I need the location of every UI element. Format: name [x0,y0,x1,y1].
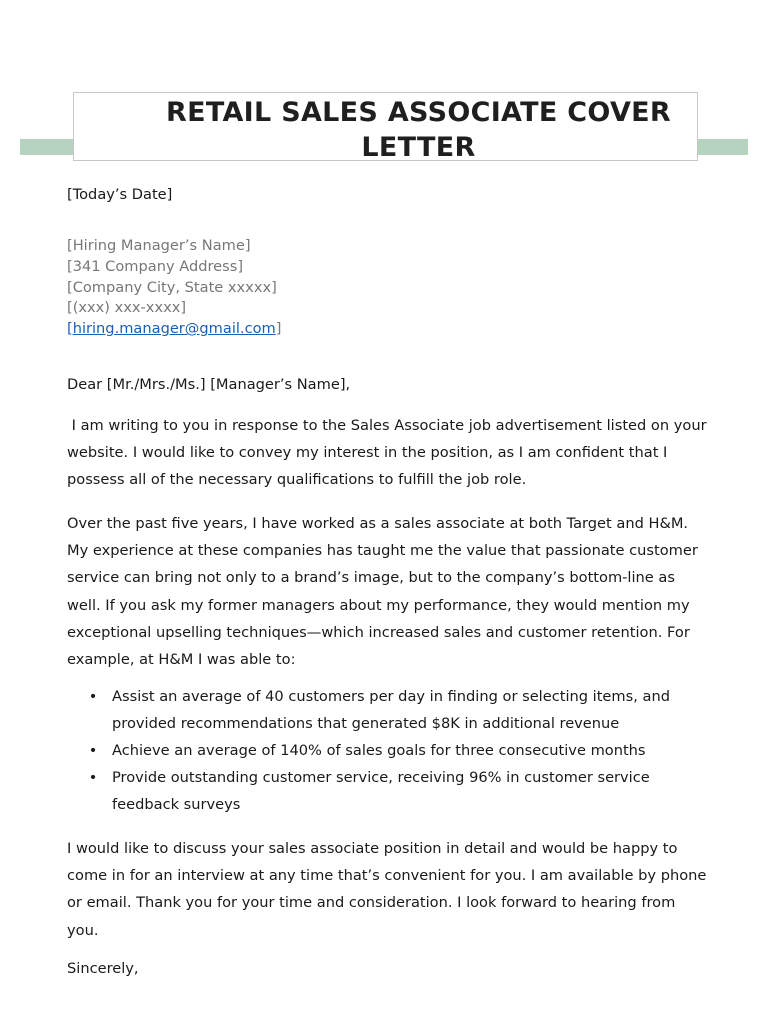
recipient-email-link[interactable]: hiring.manager@gmail.com [72,320,276,338]
title-box [73,92,698,161]
recipient-address: [341 Company Address] [67,257,244,275]
document-title: RETAIL SALES ASSOCIATE COVER LETTER [166,97,671,163]
paragraph-intro: I am writing to you in response to the Sales Associate job advertisement listed on your website. I would like to convey my interest in the position, as I am confident that I possess all of the necessary qualifications to fulfill the job role. [67,416,712,489]
achievement-list [67,683,707,818]
paragraph-experience: Over the past five years, I have worked as a sales associate at both Target and H&M. My experience at these companies has taught me the value that passionate customer service can bring not only to a brand’s image, but to the company’s bottom-line as well. If you ask my former managers about my performance, they would mention my exceptional upselling techniques—which increased sales and customer retention. For example, at H&M I was able to: [67,515,698,668]
sign-off: Sincerely, [67,959,139,977]
bullet-icon: • [88,687,98,705]
salutation: Dear [Mr./Mrs./Ms.] [Manager’s Name], [67,375,351,393]
list-item [67,737,707,764]
paragraph-closing: I would like to discuss your sales associate position in detail and would be happy to come in for an interview at any time that’s convenient for you. I am available by phone or email. Thank you for your time and consideration. I look forward to hearing from you. [67,840,707,939]
email-open-bracket: [ [67,320,73,338]
recipient-email-line [67,319,707,340]
list-item-text: Achieve an average of 140% of sales goals for three consecutive months [112,742,646,760]
email-close-bracket: ] [275,320,282,338]
recipient-address-block [67,236,707,340]
recipient-name: [Hiring Manager’s Name] [67,237,251,254]
bullet-icon: • [88,769,98,787]
recipient-phone: [(xxx) xxx-xxxx] [67,299,187,317]
bullet-icon: • [88,742,98,760]
list-item-text: Assist an average of 40 customers per day in finding or selecting items, and provided recommendations that generated $8K in additional revenue [112,687,670,732]
recipient-city-state: [Company City, State xxxxx] [67,278,277,296]
letter-body [67,184,712,982]
list-item-text: Provide outstanding customer service, receiving 96% in customer service feedback surveys [112,769,650,814]
letter-date: [Today’s Date] [67,186,173,203]
list-item [67,764,707,818]
list-item [67,683,707,737]
